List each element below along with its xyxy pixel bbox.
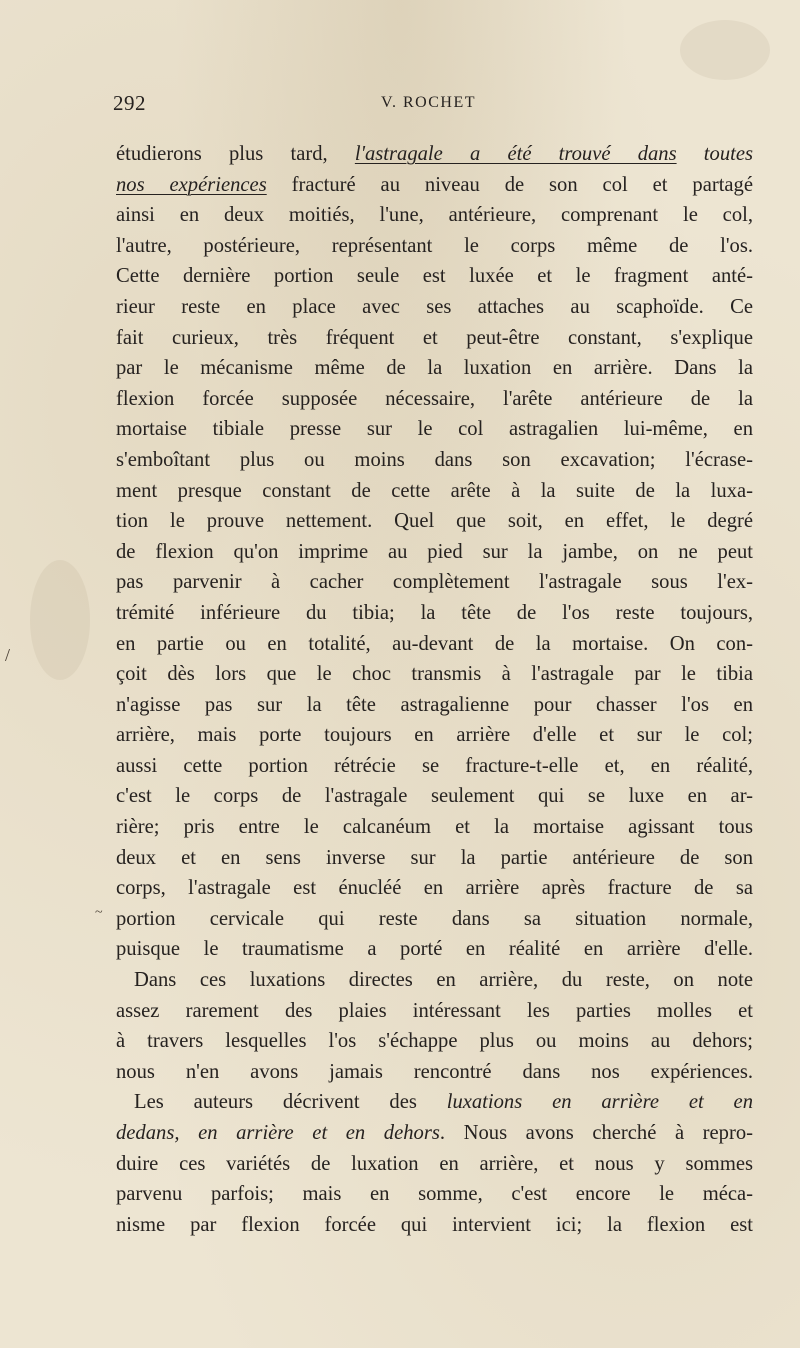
text-segment: fracturé au niveau de son col et partagé bbox=[266, 173, 753, 196]
italic-text: l'astragale a été trouvé dans bbox=[354, 143, 677, 165]
text-line bbox=[116, 996, 753, 1027]
paper-stain bbox=[680, 20, 770, 80]
text-line bbox=[116, 1026, 753, 1057]
text-segment: l'autre, postérieure, représentant le corps même de l'os. bbox=[116, 234, 753, 257]
text-line bbox=[116, 751, 753, 782]
text-segment: deux et en sens inverse sur la partie antérieure de son bbox=[116, 846, 753, 869]
body-text bbox=[116, 139, 753, 1240]
text-line bbox=[116, 965, 753, 996]
text-segment: aussi cette portion rétrécie se fracture-t-elle et, en réalité, bbox=[116, 754, 753, 777]
text-segment: s'emboîtant plus ou moins dans son excavation; l'écrase- bbox=[116, 448, 753, 471]
text-segment: tion le prouve nettement. Quel que soit, en effet, le degré bbox=[116, 510, 753, 533]
text-segment: arrière, mais porte toujours en arrière d'elle et sur le col; bbox=[116, 724, 753, 747]
text-line bbox=[116, 476, 753, 507]
page-header bbox=[113, 91, 753, 121]
text-line bbox=[116, 353, 753, 384]
text-segment: en partie ou en totalité, au-devant de la mortaise. On con- bbox=[116, 632, 753, 655]
text-line bbox=[116, 261, 753, 292]
text-segment: ainsi en deux moitiés, l'une, antérieure, comprenant le col, bbox=[116, 204, 753, 227]
text-line bbox=[116, 292, 753, 323]
text-segment: Cette dernière portion seule est luxée et le fragment anté- bbox=[116, 265, 753, 288]
text-segment: mortaise tibiale presse sur le col astragalien lui-même, en bbox=[116, 418, 753, 441]
text-segment: parvenu parfois; mais en somme, c'est encore le méca- bbox=[116, 1183, 753, 1206]
text-line bbox=[116, 537, 753, 568]
text-segment: Dans ces luxations directes en arrière, du reste, on note bbox=[134, 969, 753, 992]
text-line bbox=[116, 812, 753, 843]
text-line bbox=[116, 200, 753, 231]
text-segment: assez rarement des plaies intéressant les parties molles et bbox=[116, 999, 753, 1022]
text-segment: étudierons plus tard, bbox=[116, 143, 355, 165]
text-segment: rieur reste en place avec ses attaches au scaphoïde. Ce bbox=[116, 295, 753, 318]
text-segment: à travers lesquelles l'os s'échappe plus ou moins au dehors; bbox=[116, 1030, 753, 1053]
text-segment: corps, l'astragale est énucléé en arrière après fracture de sa bbox=[116, 877, 753, 900]
text-line bbox=[116, 1149, 753, 1180]
text-line bbox=[116, 414, 753, 445]
text-line bbox=[116, 690, 753, 721]
text-segment: ment presque constant de cette arête à la suite de la luxa- bbox=[116, 479, 753, 502]
page-number: 292 bbox=[113, 91, 146, 115]
text-line bbox=[116, 231, 753, 262]
text-segment: nous n'en avons jamais rencontré dans nos expériences. bbox=[116, 1060, 753, 1083]
text-segment: duire ces variétés de luxation en arrière, et nous y sommes bbox=[116, 1152, 753, 1175]
text-segment: c'est le corps de l'astragale seulement qui se luxe en ar- bbox=[116, 785, 753, 808]
text-line bbox=[116, 139, 753, 170]
text-segment: rière; pris entre le calcanéum et la mortaise agissant tous bbox=[116, 816, 753, 839]
text-line bbox=[116, 873, 753, 904]
text-segment: puisque le traumatisme a porté en réalité en arrière d'elle. bbox=[116, 938, 753, 961]
italic-text: dedans, en arrière et en dehors bbox=[116, 1122, 440, 1144]
italic-text: luxations en arrière et en bbox=[446, 1091, 753, 1114]
text-segment: par le mécanisme même de la luxation en arrière. Dans la bbox=[116, 357, 753, 380]
text-segment: n'agisse pas sur la tête astragalienne pour chasser l'os en bbox=[116, 693, 753, 716]
text-line bbox=[116, 445, 753, 476]
text-line bbox=[116, 1087, 753, 1118]
text-line bbox=[116, 1118, 753, 1149]
margin-mark: ~ bbox=[95, 905, 103, 920]
text-line bbox=[116, 629, 753, 660]
text-line bbox=[116, 904, 753, 935]
text-line bbox=[116, 567, 753, 598]
text-line bbox=[116, 598, 753, 629]
text-line bbox=[116, 659, 753, 690]
text-segment bbox=[677, 143, 704, 165]
text-line bbox=[116, 384, 753, 415]
text-segment: de flexion qu'on imprime au pied sur la jambe, on ne peut bbox=[116, 540, 753, 563]
text-segment: fait curieux, très fréquent et peut-être constant, s'explique bbox=[116, 326, 753, 349]
text-segment: portion cervicale qui reste dans sa situation normale, bbox=[116, 907, 753, 930]
text-line bbox=[116, 1057, 753, 1088]
text-segment: . Nous avons cherché à repro- bbox=[439, 1122, 753, 1144]
text-line bbox=[116, 1210, 753, 1241]
text-segment: Les auteurs décrivent des bbox=[134, 1091, 447, 1114]
text-segment: flexion forcée supposée nécessaire, l'arête antérieure de la bbox=[116, 387, 753, 410]
text-line bbox=[116, 781, 753, 812]
running-head: V. ROCHET bbox=[381, 94, 476, 111]
margin-mark: / bbox=[5, 645, 11, 665]
text-segment: nisme par flexion forcée qui intervient ici; la flexion est bbox=[116, 1213, 753, 1236]
text-line bbox=[116, 934, 753, 965]
text-line bbox=[116, 170, 753, 201]
italic-text: toutes bbox=[703, 143, 753, 165]
italic-text: nos expériences bbox=[116, 173, 267, 196]
text-segment: çoit dès lors que le choc transmis à l'astragale par le tibia bbox=[116, 663, 753, 686]
text-line bbox=[116, 1179, 753, 1210]
text-segment: trémité inférieure du tibia; la tête de l'os reste toujours, bbox=[116, 601, 753, 624]
text-line bbox=[116, 720, 753, 751]
paper-stain bbox=[30, 560, 90, 680]
text-line bbox=[116, 323, 753, 354]
text-segment: pas parvenir à cacher complètement l'astragale sous l'ex- bbox=[116, 571, 753, 594]
text-line bbox=[116, 843, 753, 874]
text-line bbox=[116, 506, 753, 537]
